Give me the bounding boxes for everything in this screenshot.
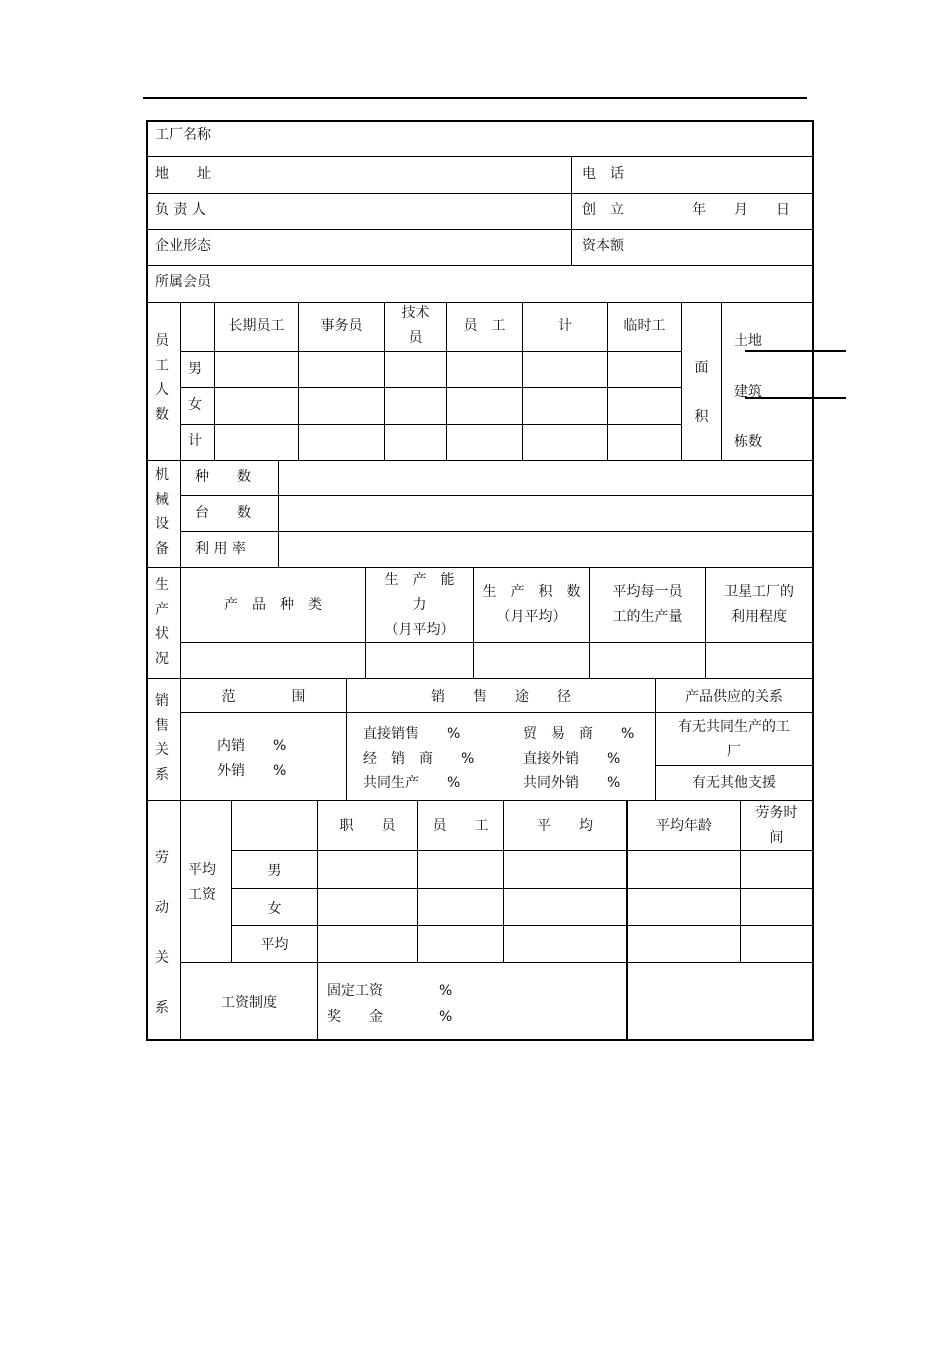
row-divider xyxy=(231,925,812,926)
col-divider xyxy=(721,303,722,460)
wage-system-label: 工资制度 xyxy=(221,995,277,1011)
buildings-count-label: 栋数 xyxy=(734,434,762,450)
machinery-units: 台 数 xyxy=(195,505,251,521)
labor-row-average: 平均 xyxy=(260,937,289,953)
membership-label: 所属会员 xyxy=(155,274,211,290)
joint-factory-line1: 有无共同生产的工 xyxy=(678,719,790,735)
col-divider xyxy=(278,461,279,567)
row-divider xyxy=(231,888,812,889)
responsible-label: 负 责 人 xyxy=(155,202,206,218)
row-divider xyxy=(180,424,681,425)
col-average: 平 均 xyxy=(537,818,593,834)
col-divider xyxy=(626,801,628,1040)
row-divider xyxy=(147,193,812,194)
row-divider xyxy=(147,678,812,679)
joint-factory-line2: 厂 xyxy=(727,744,741,760)
col-divider xyxy=(571,157,572,265)
col-tech-line2: 员 xyxy=(408,330,423,346)
joint-production: 共同生产 % xyxy=(363,775,461,791)
row-divider xyxy=(147,156,812,157)
satellite-header-2: 利用程度 xyxy=(731,609,787,625)
per-worker-header-1: 平均每一员 xyxy=(612,584,683,600)
col-divider xyxy=(317,801,318,1040)
row-divider xyxy=(180,495,812,496)
joint-export: 共同外销 % xyxy=(523,775,621,791)
row-divider xyxy=(147,229,812,230)
bonus: 奖 金 % xyxy=(327,1009,453,1025)
row-divider xyxy=(180,642,812,643)
direct-sales: 直接销售 % xyxy=(363,726,461,742)
land-area-underline xyxy=(745,350,846,352)
address-label: 地 址 xyxy=(155,166,211,182)
distributor: 经 销 商 % xyxy=(363,751,475,767)
domestic-sales: 内销 % xyxy=(217,738,287,754)
product-types-header: 产 品 种 类 xyxy=(224,597,322,613)
row-divider xyxy=(147,302,812,303)
land-label: 土地 xyxy=(734,333,762,349)
production-section-label: 生 产 状 况 xyxy=(155,577,169,667)
row-male: 男 xyxy=(188,361,202,377)
staff-section-label: 员 工 人 数 xyxy=(155,333,169,423)
year-label: 年 xyxy=(692,202,706,218)
col-total: 计 xyxy=(558,318,572,334)
machinery-section-label: 机 械 设 备 xyxy=(155,467,169,557)
area-label-1: 面 xyxy=(694,360,709,376)
factory-name-label: 工厂名称 xyxy=(155,127,211,143)
sales-channels-header: 销 售 途 径 xyxy=(431,689,571,705)
col-divider xyxy=(740,801,741,962)
satellite-header-1: 卫星工厂的 xyxy=(724,584,794,600)
top-rule xyxy=(143,97,807,99)
row-divider xyxy=(147,460,812,461)
row-divider xyxy=(180,387,681,388)
area-label-2: 积 xyxy=(694,409,709,425)
col-divider xyxy=(384,303,385,460)
col-clerk: 事务员 xyxy=(320,318,363,334)
avg-wage-line1: 平均 xyxy=(188,862,216,878)
sales-section-label: 销 售 关 系 xyxy=(155,693,169,783)
day-label: 日 xyxy=(776,202,790,218)
col-avg-age: 平均年龄 xyxy=(656,818,712,834)
volume-header-1: 生 产 积 数 xyxy=(482,584,581,600)
col-temp: 临时工 xyxy=(623,318,666,334)
labor-row-female: 女 xyxy=(267,901,282,917)
phone-label: 电 话 xyxy=(582,166,624,182)
row-divider xyxy=(180,962,812,963)
row-divider xyxy=(655,765,812,766)
col-work-hours-1: 劳务时 xyxy=(755,805,798,821)
row-divider xyxy=(180,351,681,352)
col-long-term: 长期员工 xyxy=(228,318,285,334)
export-sales: 外销 % xyxy=(217,763,287,779)
machinery-utilization: 利 用 率 xyxy=(195,541,246,557)
row-divider xyxy=(147,265,812,266)
per-worker-header-2: 工的生产量 xyxy=(612,609,683,625)
fixed-wage: 固定工资 % xyxy=(327,983,453,999)
row-divider xyxy=(180,531,812,532)
row-total: 计 xyxy=(188,433,202,449)
trading-company: 贸 易 商 % xyxy=(523,726,635,742)
direct-export: 直接外销 % xyxy=(523,751,621,767)
avg-wage-line2: 工资 xyxy=(188,887,216,903)
other-support: 有无其他支援 xyxy=(692,775,776,791)
labor-row-male: 男 xyxy=(267,863,282,879)
labor-section-label: 劳 动 关 系 xyxy=(155,850,169,1016)
capital-label: 资本额 xyxy=(582,238,624,254)
col-tech-line1: 技术 xyxy=(401,305,430,321)
sales-range-header: 范 围 xyxy=(221,689,306,705)
volume-header-2: （月平均） xyxy=(496,609,567,625)
col-worker: 员 工 xyxy=(432,818,489,834)
col-staff: 职 员 xyxy=(339,818,396,834)
machinery-kinds: 种 数 xyxy=(195,469,251,485)
capacity-header-2: 力 xyxy=(412,597,427,613)
building-label: 建筑 xyxy=(734,384,762,400)
capacity-header-3: （月平均） xyxy=(384,622,455,638)
row-divider xyxy=(147,800,812,801)
founded-label: 创 立 xyxy=(582,202,624,218)
capacity-header-1: 生 产 能 xyxy=(384,572,455,588)
col-work-hours-2: 间 xyxy=(769,830,784,846)
col-divider xyxy=(180,303,181,1040)
row-female: 女 xyxy=(188,397,202,413)
col-divider xyxy=(681,303,682,460)
month-label: 月 xyxy=(734,202,748,218)
row-divider xyxy=(147,567,812,568)
row-divider xyxy=(180,712,812,713)
row-divider xyxy=(231,850,812,851)
supply-relation-header: 产品供应的关系 xyxy=(685,689,783,705)
enterprise-form-label: 企业形态 xyxy=(155,238,211,254)
col-worker: 员 工 xyxy=(463,318,506,334)
